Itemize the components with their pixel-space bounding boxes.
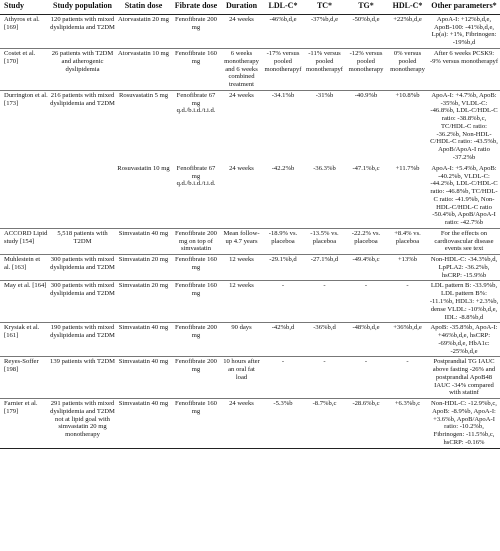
- cell-tg: -48%b,d,e: [345, 323, 387, 357]
- cell-population: [49, 163, 116, 229]
- col-header-statin: Statin dose: [116, 0, 171, 14]
- cell-statin: Rosuvastatin 5 mg: [118, 91, 169, 99]
- cell-statin: Simvastatin 40 mg: [116, 228, 171, 254]
- cell-statin: Simvastatin 20 mg: [116, 255, 171, 281]
- cell-ldl: -18.9% vs. placeboa: [262, 228, 304, 254]
- cell-statin: Atorvastatin 20 mg: [116, 14, 171, 48]
- cell-tg: -22.2% vs. placeboa: [345, 228, 387, 254]
- cell-ldl: -34.1%b: [271, 91, 295, 99]
- table-row: [0, 323, 500, 357]
- col-header-other: Other parameters*: [428, 0, 500, 14]
- cell-tc: -: [304, 357, 345, 399]
- cell-tg: -28.6%b,c: [345, 399, 387, 449]
- cell-population: 120 patients with mixed dyslipidemia and T2DM: [49, 14, 116, 48]
- table-row: [0, 228, 500, 254]
- cell-other: Non-HDL-C: -12.9%b,c, ApoB: -8.9%b, ApoA-I: +3.6%b, ApoB/ApoA-I ratio: -10.2%b, Fibrinogen: -11.5%b,c, hsCRP: -0.16%: [428, 399, 500, 449]
- cell-hdl: +10.8%b: [395, 91, 420, 99]
- cell-duration: 24 weeks: [221, 399, 262, 449]
- cell-ldl: -29.1%b,d: [262, 255, 304, 281]
- cell-duration: 12 weeks: [221, 255, 262, 281]
- cell-tc: -27.1%b,d: [304, 255, 345, 281]
- cell-fibrate: Fenofibrate 160 mg: [171, 281, 221, 323]
- cell-other: ApoB: -35.8%b, ApoA-I: +46%b,d,e, hsCRP: -69%b,d,e, HbA1c: -25%b,d,e: [428, 323, 500, 357]
- cell-statin: Simvastatin 40 mg: [116, 399, 171, 449]
- cell-duration: 12 weeks: [221, 281, 262, 323]
- cell-population: 300 patients with mixed dyslipidemia and T2DM: [49, 281, 116, 323]
- cell-tc: -36.3%b: [304, 163, 345, 229]
- cell-fibrate: Fenofibrate 160 mg: [171, 399, 221, 449]
- cell-tc: -36%b,d: [304, 323, 345, 357]
- cell-study: Reyes-Soffer [198]: [0, 357, 49, 399]
- cell-ldl: -17% versus pooled monotherapyf: [262, 49, 304, 91]
- cell-tg: -: [345, 357, 387, 399]
- table-row: [0, 90, 500, 162]
- table-row: [0, 357, 500, 399]
- table-row: [0, 163, 500, 229]
- cell-tg: -49.4%b,c: [345, 255, 387, 281]
- col-header-fibrate: Fibrate dose: [171, 0, 221, 14]
- cell-population: 300 patients with mixed dyslipidemia and T2DM: [49, 255, 116, 281]
- cell-other: Non-HDL-C: -34.3%b,d, LpPLA2: -36.2%b, hsCRP: -15.9%b: [428, 255, 500, 281]
- cell-ldl: -42%b,d: [262, 323, 304, 357]
- cell-fibrate: Fenofibrate 200 mg: [171, 323, 221, 357]
- cell-statin: Simvastatin 40 mg: [116, 323, 171, 357]
- cell-tc: -8.7%b,c: [304, 399, 345, 449]
- cell-tg: -40.9%b: [354, 91, 378, 99]
- cell-study: May et al. [164]: [0, 281, 49, 323]
- cell-hdl: -: [387, 357, 428, 399]
- cell-statin: Rosuvastatin 10 mg: [116, 163, 171, 229]
- cell-statin: Atorvastatin 10 mg: [116, 49, 171, 91]
- cell-fibrate: Fenofibrate 160 mg: [171, 49, 221, 91]
- cell-hdl: -: [387, 281, 428, 323]
- cell-duration: 24 weeks: [221, 163, 262, 229]
- cell-fibrate: Fenofibrate 160 mg: [171, 255, 221, 281]
- cell-population: 5,518 patients with T2DM: [49, 228, 116, 254]
- cell-other: ApoA-I: +5.4%b, ApoB: -40.2%b, VLDL-C: -44.2%b, LDL-C/HDL-C ratio: -46.8%b, TC/HDL-C ratio: -41.9%b, Non-HDL-C/HDL-C ratio -50.4%b, ApoB/ApoA-I ratio: -42.7%b: [428, 163, 500, 229]
- cell-fibrate: Fenofibrate 200 mg: [171, 357, 221, 399]
- col-header-tc: TC*: [304, 0, 345, 14]
- cell-hdl: +8.4% vs. placeboa: [387, 228, 428, 254]
- cell-fibrate: Fenofibrate 200 mg: [171, 14, 221, 48]
- cell-duration: 10 hours after an oral fat load: [221, 357, 262, 399]
- cell-hdl: +13%b: [387, 255, 428, 281]
- cell-ldl: -: [262, 357, 304, 399]
- cell-hdl: +6.3%b,c: [387, 399, 428, 449]
- col-header-tg: TG*: [345, 0, 387, 14]
- cell-population: 26 patients with T2DM and atherogenic dyslipidemia: [49, 49, 116, 91]
- table-row: [0, 49, 500, 91]
- cell-population: 216 patients with mixed dyslipidemia and T2DM: [50, 91, 115, 107]
- cell-study: Durrington et al. [173]: [4, 91, 48, 107]
- col-header-study: Study: [0, 0, 49, 14]
- cell-hdl: +22%b,d,e: [387, 14, 428, 48]
- cell-study: Farnier et al. [179]: [0, 399, 49, 449]
- cell-fibrate: Fenofibrate 200 mg on top of simvastatin: [171, 228, 221, 254]
- cell-statin: Simvastatin 40 mg: [116, 357, 171, 399]
- cell-tg: -50%b,d,e: [345, 14, 387, 48]
- cell-ldl: -5.3%b: [262, 399, 304, 449]
- cell-fibrate: Fenofibrate 67 mg q.d./b.i.d./t.i.d.: [171, 163, 221, 229]
- cell-duration: 24 weeks: [221, 14, 262, 48]
- cell-other: After 6 weeks PCSK9: -9% versus monotherapyf: [428, 49, 500, 91]
- cell-tc: -11% versus pooled monotherapyf: [304, 49, 345, 91]
- cell-tg: -47.1%b,c: [345, 163, 387, 229]
- cell-tc: -31%b: [315, 91, 334, 99]
- table-row: [0, 281, 500, 323]
- cell-ldl: -46%b,d,e: [262, 14, 304, 48]
- cell-tc: -13.5% vs. placeboa: [304, 228, 345, 254]
- table-row: [0, 399, 500, 449]
- col-header-duration: Duration: [221, 0, 262, 14]
- col-header-hdl: HDL-C*: [387, 0, 428, 14]
- cell-duration: 6 weeks monotherapy and 6 weeks combined treatment: [221, 49, 262, 91]
- cell-population: 291 patients with mixed dyslipidemia and T2DM not at lipid goal with simvastatin 20 mg monotherapy: [49, 399, 116, 449]
- cell-study: ACCORD Lipid study [154]: [0, 228, 49, 254]
- cell-other: ApoA-I: +12%b,d,e, ApoB-100: -41%b,d,e, Lp(a): +1%, Fibrinogen: -19%b,d: [428, 14, 500, 48]
- cell-study: Muhlestein et al. [163]: [0, 255, 49, 281]
- cell-other: LDL pattern B: -33.9%b, LDL pattern B%: -11.1%b, HDL3: +2.3%b, dense VLDL: -10%b,d,e, IDL: -8.8%b,d: [428, 281, 500, 323]
- cell-study: [0, 163, 49, 229]
- col-header-population: Study population: [49, 0, 116, 14]
- cell-ldl: -42.2%b: [262, 163, 304, 229]
- col-header-ldl: LDL-C*: [262, 0, 304, 14]
- cell-fibrate: Fenofibrate 67 mg q.d./b.i.d./t.i.d.: [176, 91, 216, 115]
- cell-study: Krysiak et al. [161]: [0, 323, 49, 357]
- cell-study: Costet et al. [170]: [0, 49, 49, 91]
- cell-tc: -37%b,d,e: [304, 14, 345, 48]
- cell-population: 190 patients with mixed dyslipidemia and T2DM: [49, 323, 116, 357]
- cell-other: Postprandial TG IAUC above fasting -26% and postprandial ApoB48 IAUC -34% compared with statinf: [428, 357, 500, 399]
- cell-other: ApoA-I: +4.7%b, ApoB: -35%b, VLDL-C: -46.8%b, LDL-C/HDL-C ratio: -38.8%b,c, TC/HDL-C ratio: -36.2%b, Non-HDL-C/HDL-C ratio: -43.5%b, ApoB/ApoA-I ratio -37.2%b: [430, 91, 498, 161]
- cell-tg: -: [345, 281, 387, 323]
- cell-duration: 90 days: [221, 323, 262, 357]
- cell-duration: 24 weeks: [229, 91, 254, 99]
- cell-hdl: +11.7%b: [387, 163, 428, 229]
- cell-study: Athyros et al. [169]: [0, 14, 49, 48]
- cell-ldl: -: [262, 281, 304, 323]
- cell-hdl: +36%b,d,e: [387, 323, 428, 357]
- cell-tc: -: [304, 281, 345, 323]
- cell-tg: -12% versus pooled monotherapy: [345, 49, 387, 91]
- header-row: [0, 0, 500, 14]
- cell-population: 139 patients with T2DM: [49, 357, 116, 399]
- table-row: [0, 255, 500, 281]
- cell-statin: Simvastatin 20 mg: [116, 281, 171, 323]
- cell-hdl: 0% versus pooled monotherapy: [387, 49, 428, 91]
- cell-other: For the effects on cardiovascular disease events see text: [428, 228, 500, 254]
- table-row: [0, 14, 500, 48]
- cell-duration: Mean follow-up 4.7 years: [221, 228, 262, 254]
